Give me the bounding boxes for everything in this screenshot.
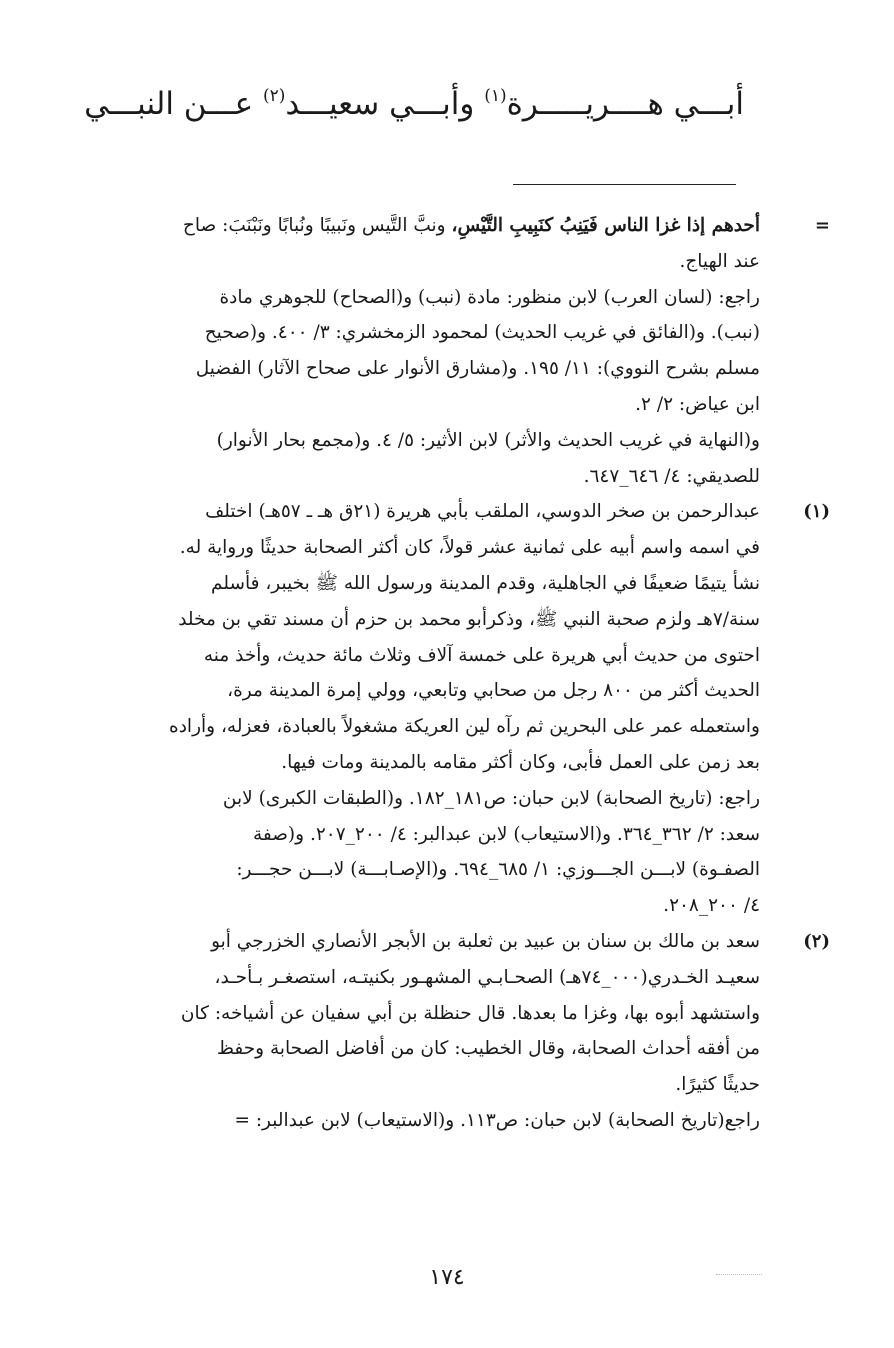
heading-text-an-nabi: عـــن النبـــي (84, 86, 263, 122)
text-line: حديثًا كثيرًا. (675, 1074, 760, 1096)
footnote-1 (66, 494, 830, 924)
reference-line: مسلم بشرح النووي): ١١/ ١٩٥. و(مشارق الأنوار على صحاح الآثار) الفضيل (195, 358, 760, 380)
text-line: واستعمله عمر على البحرين ثم رآه لين العريكة مشغولاً بالعبادة، فعزله، وأراده (169, 716, 760, 738)
reference-line: (نبب). و(الفائق في غريب الحديث) لمحمود الزمخشري: ٣/ ٤٠٠. و(صحيح (204, 322, 760, 344)
footnote-1-text (130, 494, 760, 924)
scan-speck (716, 1274, 762, 1275)
text-line: احتوى من حديث أبي هريرة على خمسة آلاف وثلاث مائة حديث، وأخذ منه (203, 644, 760, 666)
text-line (130, 208, 760, 244)
reference-line: سعد: ٢/ ٣٦٢_٣٦٤. و(الاستيعاب) لابن عبدالبر: ٤/ ٢٠٠_٢٠٧. و(صفة (252, 823, 760, 845)
footnote-2-text (130, 924, 760, 1139)
continuation-text (130, 208, 760, 494)
reference-line: ابن عياض: ٢/ ٢. (635, 393, 760, 415)
reference-line: الصفـوة) لابـــن الجـــوزي: ١/ ٦٨٥_٦٩٤. و(الإصـابـــة) لابـــن حجـــر: (236, 859, 760, 881)
footnote-ref-1[interactable]: (١) (484, 86, 507, 106)
reference-line: راجع: (لسان العرب) لابن منظور: مادة (نبب) و(الصحاح) للجوهري مادة (219, 286, 760, 308)
text-line: نشأ يتيمًا ضعيفًا في الجاهلية، وقدم المدينة ورسول الله ﷺ بخيبر، فأسلم (211, 572, 760, 594)
text-line: عبدالرحمن بن صخر الدوسي، الملقب بأبي هريرة (٢١ق هـ ـ ٥٧هـ) اختلف (205, 501, 760, 523)
text-line: بعد زمن على العمل فأبى، وكان أكثر مقامه بالمدينة ومات فيها. (281, 751, 760, 773)
footnote-continuation (66, 208, 830, 494)
heading-text-abu-hurayra: أبـــي هــــريـــــرة (506, 86, 744, 122)
text-line: واستشهد أبوه بها، وغزا ما بعدها. قال حنظلة بن أبي سفيان عن أشياخه: كان (180, 1002, 760, 1024)
footnotes-section (66, 208, 830, 1139)
footnote-separator-rule (513, 184, 736, 185)
footnote-ref-2[interactable]: (٢) (263, 86, 286, 106)
footnote-1-marker: (١) (803, 501, 830, 523)
line-rest: ونبَّ التَّيس ونَبيبًا ونُبابًا ونَبْنَبَ: صاح (182, 215, 452, 236)
page-number: ١٧٤ (429, 1265, 465, 1290)
reference-line: للصديقي: ٤/ ٦٤٦_٦٤٧. (583, 465, 760, 487)
reference-line: راجع(تاريخ الصحابة) لابن حبان: ص١١٣. و(الاستيعاب) لابن عبدالبر: = (234, 1109, 760, 1131)
text-line: عند الهياج. (679, 250, 760, 272)
text-line: سعيـد الخـدري(٠٠٠_٧٤هـ) الصحـابـي المشهـور بكنيتـه، استصغـر بـأحـد، (214, 966, 760, 988)
text-line: في اسمه واسم أبيه على ثمانية عشر قولاً، كان أكثر الصحابة حديثًا ورواية له. (179, 537, 760, 559)
text-line: سنة/٧هـ ولزم صحبة النبي ﷺ، وذكرأبو محمد بن حزم أن مسند تقي بن مخلد (178, 608, 760, 630)
footnote-2 (66, 924, 830, 1139)
reference-line: راجع: (تاريخ الصحابة) لابن حبان: ص١٨١_١٨٢. و(الطبقات الكبرى) لابن (222, 787, 760, 809)
bold-phrase: أحدهم إذا غزا الناس فَيَنِبُ كنَبِيبِ التَّيْسِ، (451, 215, 760, 236)
reference-line: و(النهاية في غريب الحديث والأثر) لابن الأثير: ٥/ ٤. و(مجمع بحار الأنوار) (216, 429, 760, 451)
heading-text-abu-said: وأبـــي سعيـــد (285, 86, 485, 122)
running-heading (68, 78, 744, 130)
text-line: سعد بن مالك بن سنان بن عبيد بن ثعلبة بن الأبجر الأنصاري الخزرجي أبو (211, 930, 760, 952)
text-line: من أفقه أحداث الصحابة، وقال الخطيب: كان من أفاضل الصحابة وحفظ (216, 1038, 760, 1060)
continuation-marker: = (814, 215, 830, 236)
footnote-2-marker: (٢) (803, 930, 830, 952)
reference-line: ٤/ ٢٠٠_٢٠٨. (663, 895, 760, 917)
text-line: الحديث أكثر من ٨٠٠ رجل من صحابي وتابعي، وولي إمرة المدينة مرة، (227, 680, 760, 702)
